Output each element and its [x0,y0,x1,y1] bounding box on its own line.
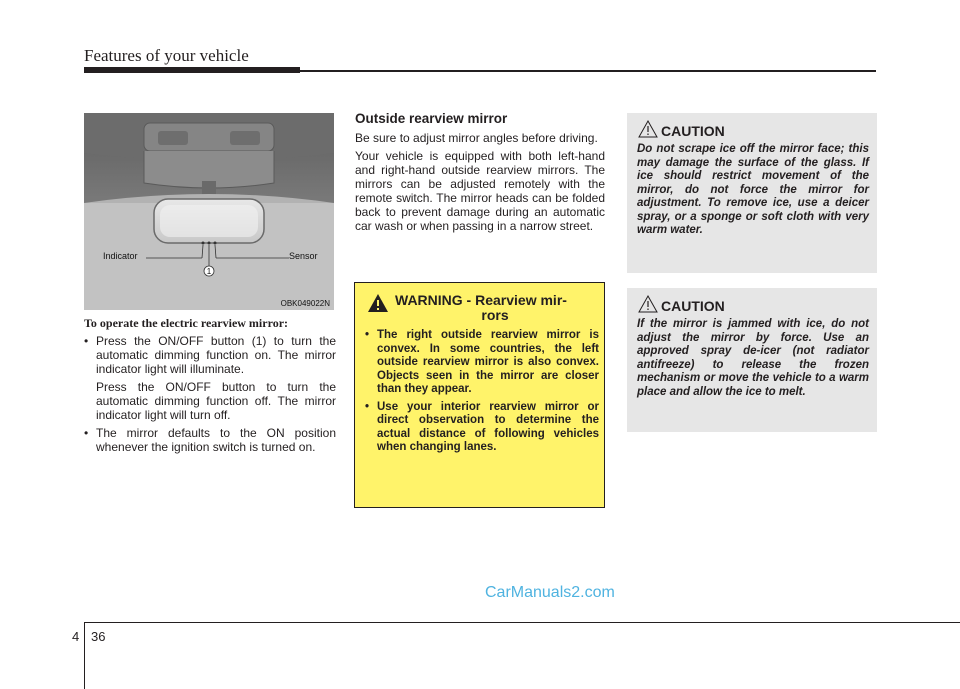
warning-body [365,329,599,459]
rearview-mirror-figure [84,113,334,310]
footer-vertical-rule [84,622,85,689]
body-paragraph: Press the ON/OFF button to turn the automatic dimming function off. The mirror indicator light will turn off. [96,380,336,422]
warning-triangle-icon [367,293,389,313]
section-heading: Outside rearview mirror [355,111,508,126]
caution-body: Do not scrape ice off the mirror face; this may damage the surface of the glass. If ice should restrict movement of the mirror, do not force the mirror for adjustment. To remove ice, use a deicer spray, or a sponge or soft cloth with very warm water. [637,143,869,236]
warning-title-line2: rors [481,307,509,323]
page-number: 36 [91,629,106,644]
warning-title-line1: WARNING - Rearview mir- [395,292,567,308]
warning-box [354,282,605,508]
body-paragraph: Your vehicle is equipped with both left-hand and right-hand outside rearview mirrors. The mirrors can be adjusted remotely with the remote switch. The mirror heads can be folded back to prevent damage during an automatic car wash or when passing in a narrow street. [355,149,605,233]
header-rule-thin [300,70,876,72]
warning-item: • Use your interior rearview mirror or direct observation to determine the actual distance of following vehicles when changing lanes. [365,401,599,455]
caution-triangle-icon [637,119,659,139]
bullet-item: • The mirror defaults to the ON position whenever the ignition switch is turned on. [84,426,336,454]
mirror-illustration [84,113,334,310]
caution-triangle-icon [637,294,659,314]
body-paragraph: Be sure to adjust mirror angles before driving. [355,131,598,145]
bullet-item: • Press the ON/OFF button (1) to turn the automatic dimming function on. The mirror indicator light will illuminate. [84,334,336,376]
caution-box [627,113,877,273]
button-callout-number: 1 [206,267,212,276]
warning-title [367,293,595,323]
caution-box [627,288,877,432]
page-header-title: Features of your vehicle [84,46,249,65]
column-1-text [84,316,336,458]
header-rule-thick [84,67,300,73]
sensor-label: Sensor [289,251,318,261]
column-2-text [355,112,605,237]
caution-title: CAUTION [661,298,725,314]
operate-subheading: To operate the electric rearview mirror: [84,316,289,330]
caution-title: CAUTION [661,123,725,139]
chapter-number: 4 [72,629,80,644]
footer-rule [84,622,960,623]
figure-code: OBK049022N [280,299,330,308]
warning-item: • The right outside rearview mirror is convex. In some countries, the left outside rearview mirror is also convex. Objects seen in the mirror are closer than they appear. [365,329,599,397]
watermark-link[interactable]: CarManuals2.com [485,584,615,601]
indicator-label: Indicator [103,251,138,261]
caution-body: If the mirror is jammed with ice, do not adjust the mirror by force. Use an approved spray de-icer (not radiator antifreeze) to release the frozen mechanism or move the vehicle to a warm place and allow the ice to melt. [637,318,869,398]
